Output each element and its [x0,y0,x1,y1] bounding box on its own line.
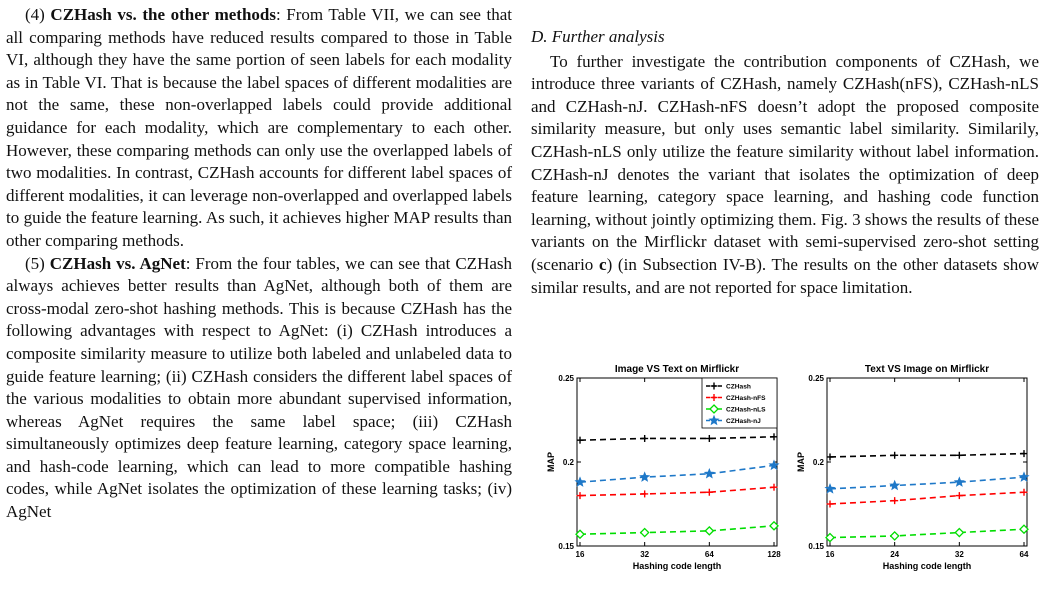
data-point [706,435,713,442]
x-tick-label: 32 [954,550,964,559]
data-point [641,529,649,537]
data-point [827,501,834,508]
y-tick-label: 0.25 [808,374,824,383]
data-point [771,484,778,491]
chart-text-vs-image [790,360,1040,582]
paragraph-body: ) (in Subsection IV-B). The results on the other datasets show similar results, and are not reported for space limitation. [531,254,1039,297]
y-tick-label: 0.2 [812,458,824,467]
data-point [956,452,963,459]
legend-label: CZHash [726,383,751,391]
data-point [891,532,899,540]
chart-title: Image VS Text on Mirflickr [614,364,740,375]
data-point [956,492,963,499]
series-czhash-nj [575,460,779,486]
series-line [580,437,774,440]
series-czhash-nj [825,472,1029,493]
paragraph-body: To further investigate the contribution components of CZHash, we introduce three variants of CZHash, namely CZHash(nFS), CZHash-nLS and CZHash-nJ. CZHash-nFS doesn’t adopt the proposed composite similarity measure, but only uses semantic label similarity. Similarily, CZHash-nLS only utilize the feature similarity without label information. CZHash-nJ denotes the variant that isolates the optimization of deep feature learning, category space learning, and hashing code function learning, without jointly optimizing them. Fig. 3 shows the results of these variants on the Mirflickr dataset with semi-supervised zero-shot setting (scenario [531,51,1039,274]
series-line [580,487,774,495]
data-point [891,497,898,504]
data-point [955,529,963,537]
y-axis-label: MAP [796,452,806,472]
paragraph-czhash-vs-agnet [6,253,512,524]
paragraph-heading: CZHash vs. AgNet [49,253,186,273]
paragraph-czhash-vs-others [6,4,512,253]
series-czhash-nls [576,522,778,538]
y-tick-label: 0.15 [558,542,574,551]
data-point [705,469,715,478]
x-tick-label: 64 [1019,550,1029,559]
series-line [580,526,774,534]
series-line [830,477,1024,489]
y-axis-label: MAP [546,452,556,472]
paragraph-body: : From the four tables, we can see that CZHash always achieves better results than AgNet, although both of them are cross-modal zero-shot hashing methods. This is because CZHash has the following advantages with respect to AgNet: (i) CZHash introduces a composite similarity measure to utilize both labeled and unlabeled data to guide feature learning; (ii) CZHash considers the different label spaces of the various modalities to obtain more abundant supervised information, whereas AgNet requires the same label space; (iii) CZHash simultaneously optimizes deep feature learning, category space learning, and hash-code learning, which can lead to more compatible hashing codes, while AgNet isolates the optimization of these learning tasks; (iv) AgNet [6,253,513,522]
series-czhash-nls [826,525,1028,541]
series-line [830,529,1024,537]
x-tick-label: 16 [825,550,835,559]
data-point [955,477,965,486]
right-column [531,4,1039,299]
series-line [830,454,1024,457]
chart-image-vs-text [540,360,790,582]
left-column [6,4,512,524]
series-line [580,465,774,482]
data-point [1021,450,1028,457]
plot-frame [827,378,1027,546]
data-point [890,481,900,490]
series-czhash-nfs [827,489,1028,508]
paragraph-body: : From Table VII, we can see that all comparing methods have reduced results compared to those in Table VI, although they have the same portion of seen labels for each modality as in Table VI. That is because the label spaces of different modalities are not the same, these non-overlapped labels could provide additional guidance for each modality, which are complementary to each other. However, these comparing methods can only use the overlapped labels of two modalities. In contrast, CZHash accounts for different label spaces of different modalities, it can leverage non-overlapped and overlapped labels to guide the feature learning. As such, it achieves higher MAP results than other comparing methods. [6,5,513,250]
x-tick-label: 128 [767,550,781,559]
series-line [830,492,1024,504]
data-point [1021,489,1028,496]
data-point [827,453,834,460]
data-point [640,472,650,481]
series-czhash-nfs [577,484,778,499]
legend-label: CZHash-nJ [726,418,761,425]
data-point [577,492,584,499]
data-point [706,489,713,496]
series-czhash [827,450,1028,460]
legend-label: CZHash-nLS [726,406,766,414]
x-tick-label: 64 [704,550,714,559]
y-tick-label: 0.2 [562,458,574,467]
paragraph-further-analysis [531,51,1039,300]
paragraph-heading: CZHash vs. the other methods [50,5,276,24]
y-tick-label: 0.25 [558,374,574,383]
x-axis-label: Hashing code length [882,561,972,571]
data-point [771,433,778,440]
legend [702,378,777,428]
x-axis-label: Hashing code length [632,561,722,571]
data-point [891,452,898,459]
legend-label: CZHash-nFS [726,395,766,402]
x-tick-label: 32 [640,550,650,559]
data-point [641,490,648,497]
x-tick-label: 24 [890,550,900,559]
series-czhash [577,433,778,443]
data-point [577,437,584,444]
chart-title: Text VS Image on Mirflickr [864,364,990,375]
x-tick-label: 16 [575,550,585,559]
y-tick-label: 0.15 [808,542,824,551]
paragraph-number: (4) [25,5,51,24]
section-heading: D. Further analysis [531,27,665,46]
data-point [705,527,713,535]
paragraph-number: (5) [25,253,50,273]
data-point [641,435,648,442]
scenario-label: c [599,254,607,274]
